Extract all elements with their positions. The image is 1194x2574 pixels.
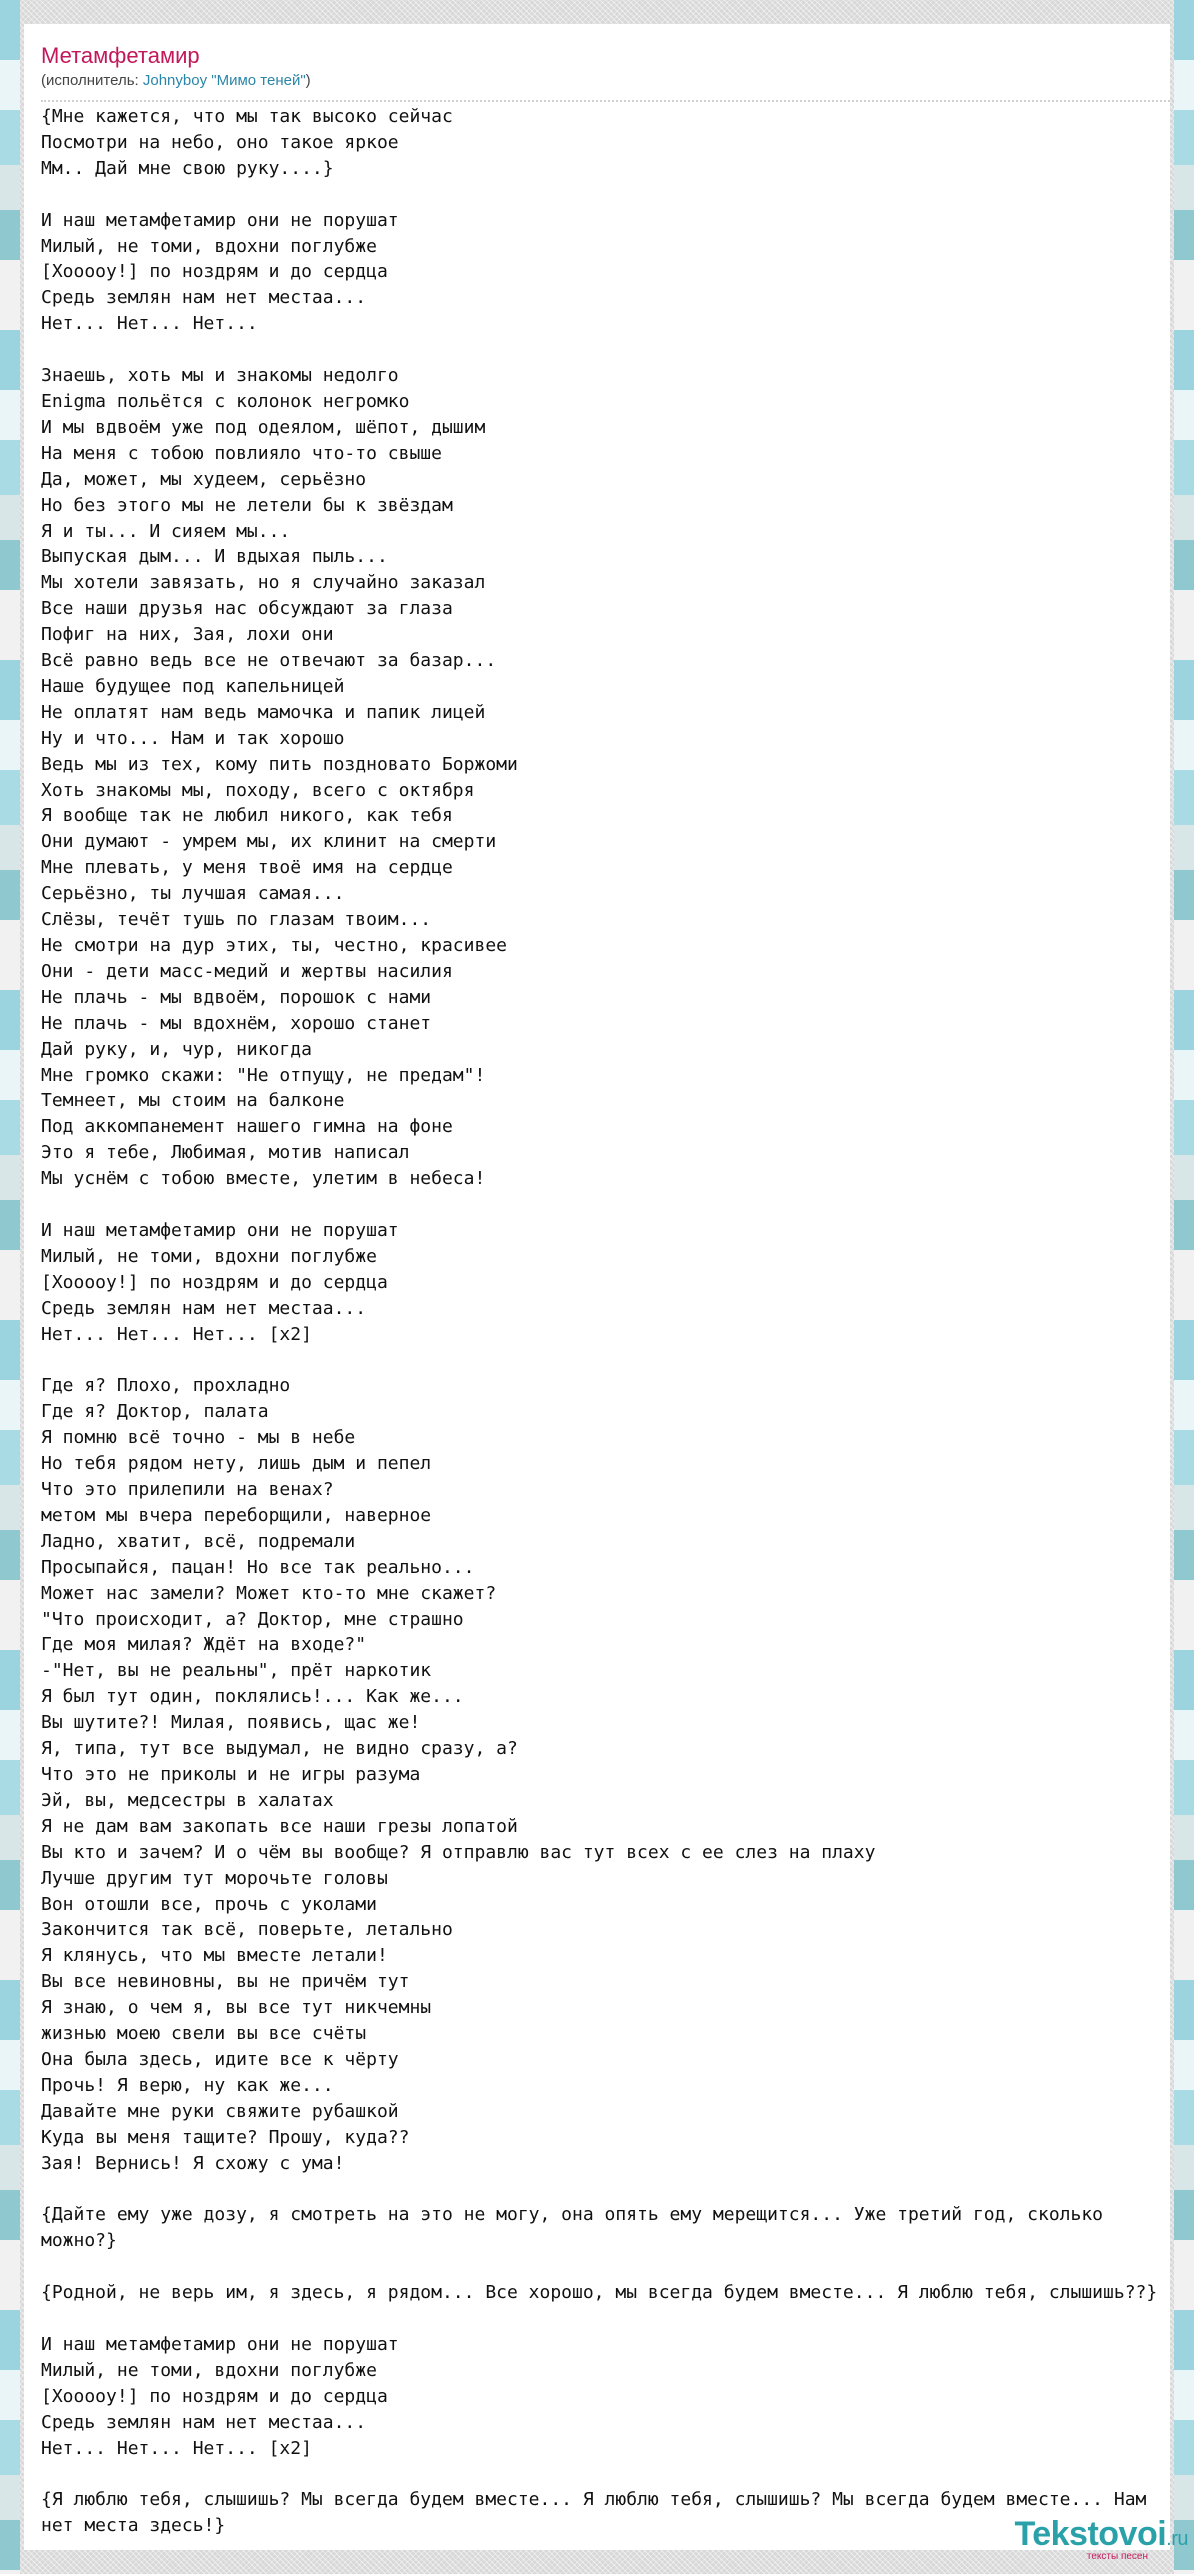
performer-prefix: (исполнитель: [41, 72, 143, 89]
logo-domain: .ru [1166, 2528, 1188, 2550]
logo-name: Tekstovoi [1014, 2515, 1167, 2553]
site-logo[interactable] [1014, 2517, 1188, 2562]
left-decorative-stripe [0, 0, 20, 2574]
performer-suffix: ) [305, 72, 311, 89]
artist-link[interactable] [143, 72, 306, 89]
lyrics-text: {Мне кажется, что мы так высоко сейчас Посмотри на небо, оно такое яркое Мм.. Дай мне свою руку....} И наш метамфетамир они не порушат Милый, не томи, вдохни поглубже [Хооооу!] по ноздрям и до сердца Средь землян нам нет местаа... Нет... Нет... Нет... Знаешь, хоть мы и знакомы недолго Enigma польётся с колонок негромко И мы вдвоём уже под одеялом, шёпот, дышим На меня с тобою повлияло что-то свыше Да, может, мы худеем, серьёзно Но без этого мы не летели бы к звёздам Я и ты... И сияем мы... Выпуская дым... И вдыхая пыль... Мы хотели завязать, но я случайно заказал Все наши друзья нас обсуждают за глаза Пофиг на них, Зая, лохи они Всё равно ведь все не отвечают за базар... Наше будущее под капельницей Не оплатят нам ведь мамочка и папик лицей Ну и что... Нам и так хорошо Ведь мы из тех, кому пить поздновато Боржоми Хоть знакомы мы, походу, всего с октября Я вообще так не любил никого, как тебя Они думают - умрем мы, их клинит на смерти Мне плевать, у меня твоё имя на сердце Серьёзно, ты лучшая самая... Слёзы, течёт тушь по глазам твоим... Не смотри на дур этих, ты, честно, красивее Они - дети масс-медий и жертвы насилия Не плачь - мы вдвоём, порошок с нами Не плачь - мы вдохнём, хорошо станет Дай руку, и, чур, никогда Мне громко скажи: "Не отпущу, не предам"! Темнеет, мы стоим на балконе Под аккомпанемент нашего гимна на фоне Это я тебе, Любимая, мотив написал Мы уснём с тобою вместе, улетим в небеса! И наш метамфетамир они не порушат Милый, не томи, вдохни поглубже [Хооооу!] по ноздрям и до сердца Средь землян нам нет местаа... Нет... Нет... Нет... [x2] Где я? Плохо, прохладно Где я? Доктор, палата Я помню всё точно - мы в небе Но тебя рядом нету, лишь дым и пепел Что это прилепили на венах? метом мы вчера переборщили, наверное Ладно, хватит, всё, подремали Просыпайся, пацан! Но все так реально... Может нас замели? Может кто-то мне скажет? "Что происходит, а? Доктор, мне страшно Где моя милая? Ждёт на входе?" -"Нет, вы не реальны", прёт наркотик Я был тут один, поклялись!... Как же... Вы шутите?! Милая, появись, щас же! Я, типа, тут все выдумал, не видно сразу, а? Что это не приколы и не игры разума Эй, вы, медсестры в халатах Я не дам вам закопать все наши грезы лопатой Вы кто и зачем? И о чём вы вообще? Я отправлю вас тут всех с ее слез на плаху Лучше другим тут морочьте головы Вон отошли все, прочь с уколами Закончится так всё, поверьте, летально Я клянусь, что мы вместе летали! Вы все невиновны, вы не причём тут Я знаю, о чем я, вы все тут никчемны жизнью моею свели вы все счёты Она была здесь, идите все к чёрту Прочь! Я верю, ну как же... Давайте мне руки свяжите рубашкой Куда вы меня тащите? Прошу, куда?? Зая! Вернись! Я схожу с ума! {Дайте ему уже дозу, я смотреть на это не могу, она опять ему мерещится... Уже третий год, сколько можно?} {Родной, не верь им, я здесь, я рядом... Все хорошо, мы всегда будем вместе... Я люблю тебя, слышишь??} И наш метамфетамир они не порушат Милый, не томи, вдохни поглубже [Хооооу!] по ноздрям и до сердца Средь землян нам нет местаа... Нет... Нет... Нет... [x2] {Я люблю тебя, слышишь? Мы всегда будем вместе... Я люблю тебя, слышишь? Мы всегда будем вместе... Нам нет места здесь!} [41, 106, 1158, 2537]
album-name: "Мимо теней" [211, 72, 306, 89]
logo-tagline: тексты песен [1086, 2551, 1148, 2562]
logo-wordmark [1014, 2517, 1188, 2551]
song-title: Метамфетамир [41, 43, 200, 68]
performer-line [41, 70, 1174, 92]
artist-name: Johnyboy [142, 72, 208, 89]
song-header [41, 42, 1174, 102]
